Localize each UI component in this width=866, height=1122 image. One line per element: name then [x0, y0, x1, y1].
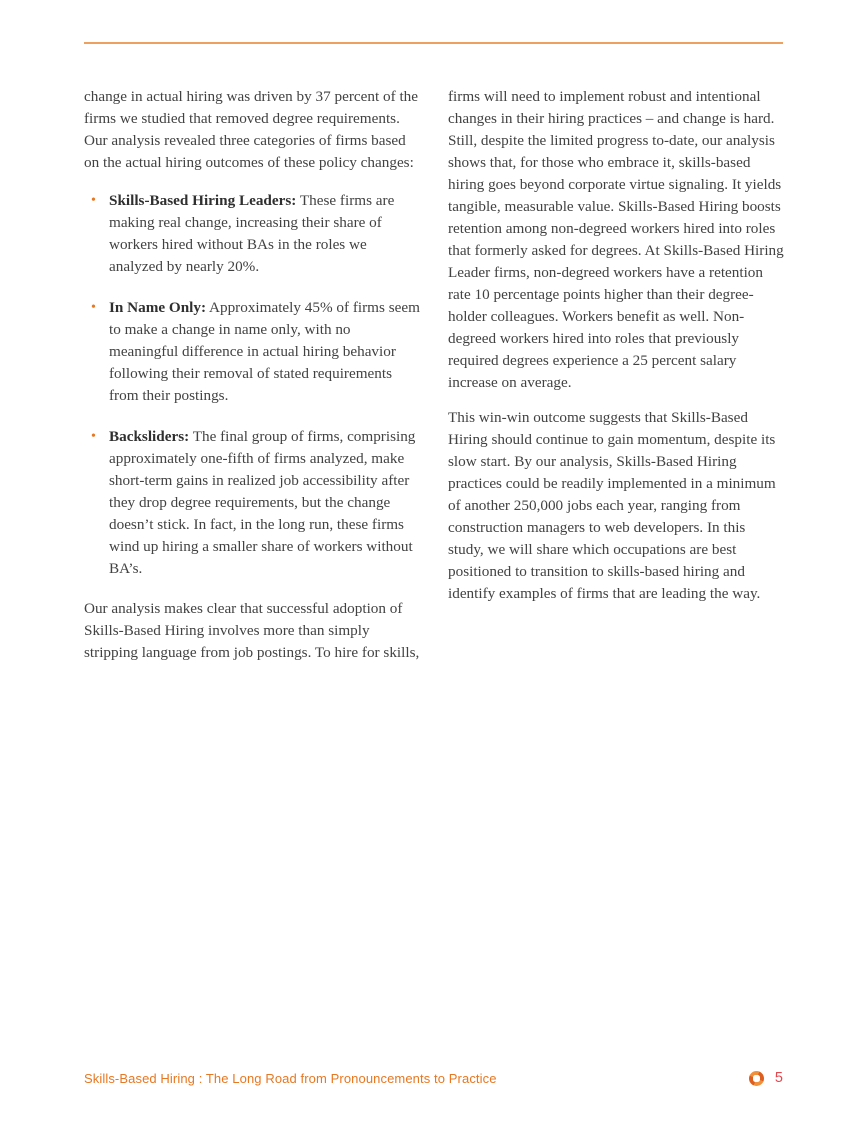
right-column — [448, 86, 784, 664]
page-footer — [84, 1068, 783, 1088]
bullet-list — [84, 190, 420, 580]
paragraph: firms will need to implement robust and intentional changes in their hiring practices – and change is hard. Still, despite the limited progress to-date, our analysis shows that, for those who embrace it, skills-based hiring goes beyond corporate virtue signaling. It yields tangible, measurable value. Skills-Based Hiring boosts retention among non-degreed workers hired into roles that formerly asked for degrees. At Skills-Based Hiring Leader firms, non-degreed workers have a retention rate 10 percentage points higher than their degree-holder colleagues. Workers benefit as well. Non-degreed workers hired into roles that previously required degrees experience a 25 percent salary increase on average. — [448, 88, 784, 391]
bullet-label: Backsliders: — [109, 428, 190, 445]
bullet-text: These firms are making real change, increasing their share of workers hired without BAs in the roles we analyzed by nearly 20%. — [109, 192, 395, 275]
paragraph: change in actual hiring was driven by 37 percent of the firms we studied that removed degree requirements. Our analysis revealed three categories of firms based on the actual hiring outcomes of these policy changes: — [84, 88, 419, 171]
list-item — [84, 190, 420, 278]
paragraph: Our analysis makes clear that successful adoption of Skills-Based Hiring involves more than simply stripping language from job postings. To hire for skills, — [84, 600, 420, 661]
brand-logo-icon — [749, 1071, 764, 1086]
bullet-icon: • — [91, 429, 96, 444]
brand-logo-core — [753, 1075, 760, 1082]
top-divider-rule — [84, 42, 783, 44]
page-number: 5 — [774, 1070, 783, 1086]
list-item — [84, 426, 420, 580]
list-item — [84, 297, 420, 407]
bullet-label: In Name Only: — [109, 299, 207, 316]
bullet-text: The final group of firms, comprising approximately one-fifth of firms analyzed, make short-term gains in realized job accessibility after they drop degree requirements, but the change doesn’t stick. In fact, in the long run, these firms wind up hiring a smaller share of workers without BA’s. — [109, 428, 416, 577]
bullet-icon: • — [91, 300, 96, 315]
body-columns — [84, 86, 784, 664]
bullet-label: Skills-Based Hiring Leaders: — [109, 192, 297, 209]
bullet-icon: • — [91, 193, 96, 208]
left-column — [84, 86, 420, 664]
paragraph: This win-win outcome suggests that Skills-Based Hiring should continue to gain momentum, despite its slow start. By our analysis, Skills-Based Hiring practices could be readily implemented in a minimum of another 250,000 jobs each year, ranging from construction managers to web developers. In this study, we will share which occupations are best positioned to transition to skills-based hiring and identify examples of firms that are leading the way. — [448, 409, 776, 602]
footer-report-title: Skills-Based Hiring : The Long Road from Pronouncements to Practice — [84, 1070, 497, 1086]
bullet-text: Approximately 45% of firms seem to make a change in name only, with no meaningful difference in actual hiring behavior following their removal of stated requirements from their postings. — [109, 299, 420, 404]
footer-right-group — [749, 1070, 783, 1086]
